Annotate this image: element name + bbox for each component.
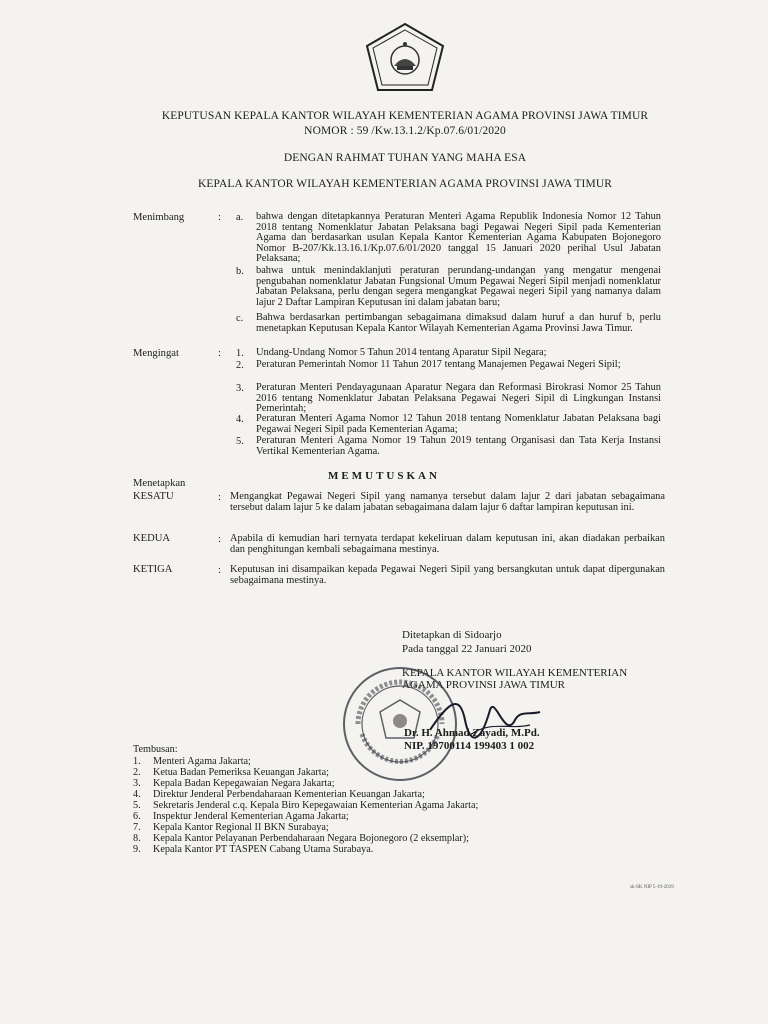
- list-item: bahwa dengan ditetapkannya Peraturan Menteri Agama Republik Indonesia Nomor 12 Tahun 2018 tentang Nomenklatur Jabatan Pelaksana bagi Pegawai Negeri Sipil pada Kementerian Agama dan berdasarkan usulan Kepala Kantor Kementerian Agama Kabupaten Bojonegoro Nomor B-207/Kk.13.16.1/Kp.07.6/01/2020 tanggal 15 Januari 2020 perihal Usul Jabatan Pelaksana;: [256, 211, 661, 265]
- list-item: Bahwa berdasarkan pertimbangan sebagaimana dimaksud dalam huruf a dan huruf b, perlu menetapkan Keputusan Kepala Kantor Wilayah Kementerian Agama Provinsi Jawa Timur.: [256, 312, 661, 334]
- list-marker: b.: [236, 266, 244, 277]
- list-item: Peraturan Menteri Pendayagunaan Aparatur Negara dan Reformasi Birokrasi Nomor 25 Tahun 2016 tentang Nomenklatur Jabatan Pelaksana Pegawai Negeri Sipil di Lingkungan Instansi Pemerintah;: [256, 382, 661, 415]
- list-item: 6. Inspektur Jenderal Kementerian Agama Jakarta;: [133, 811, 349, 822]
- list-marker: 4.: [236, 414, 244, 425]
- issuer-line: KEPALA KANTOR WILAYAH KEMENTERIAN AGAMA PROVINSI JAWA TIMUR: [197, 178, 612, 190]
- signature-date: Pada tanggal 22 Januari 2020: [402, 643, 532, 655]
- ketiga-label: KETIGA: [133, 564, 173, 575]
- kedua-label: KEDUA: [133, 533, 171, 544]
- list-item: 8. Kepala Kantor Pelayanan Perbendaharaan Negara Bojonegoro (2 eksemplar);: [133, 833, 469, 844]
- menetapkan-label: Menetapkan: [133, 478, 186, 489]
- list-item: 3. Kepala Badan Kepegawaian Negara Jakarta;: [133, 778, 335, 789]
- list-item: 7. Kepala Kantor Regional II BKN Surabaya;: [133, 822, 329, 833]
- list-item: 9. Kepala Kantor PT TASPEN Cabang Utama Surabaya.: [133, 844, 374, 855]
- list-item: 2. Ketua Badan Pemeriksa Keuangan Jakarta;: [133, 767, 329, 778]
- kedua-text: Apabila di kemudian hari ternyata terdapat kekeliruan dalam keputusan ini, akan diadakan perbaikan dan penghitungan kembali sebagaimana mestinya.: [230, 533, 665, 555]
- list-marker: c.: [236, 313, 244, 324]
- list-marker: 5.: [236, 436, 244, 447]
- list-item: Peraturan Menteri Agama Nomor 19 Tahun 2019 tentang Organisasi dan Tata Kerja Instansi Vertikal Kementerian Agama.: [256, 435, 661, 457]
- invocation: DENGAN RAHMAT TUHAN YANG MAHA ESA: [283, 152, 527, 164]
- mengingat-label: Mengingat: [133, 348, 179, 359]
- menimbang-label: Menimbang: [133, 212, 185, 223]
- signatory-nip: NIP. 19700114 199403 1 002: [404, 740, 535, 752]
- kesatu-label: KESATU: [133, 491, 174, 502]
- list-item: Peraturan Menteri Agama Nomor 12 Tahun 2018 tentang Nomenklatur Jabatan Pelaksana bagi Pegawai Negeri Sipil pada Kementerian Agama;: [256, 413, 661, 435]
- list-item: bahwa untuk menindaklanjuti peraturan perundang-undangan yang mengatur mengenai pengubahan nomenklatur Jabatan Fungsional Umum Pegawai Negeri Sipil menjadi nomenklatur Jabatan Pelaksana, perlu dengan segera mengangkat Pegawai negeri Sipil yang namanya dalam lajur 2 Daftar Lampiran Keputusan ini dalam jabatan baru;: [256, 265, 661, 308]
- colon: :: [218, 534, 221, 545]
- ketiga-text: Keputusan ini disampaikan kepada Pegawai Negeri Sipil yang bersangkutan untuk dapat dipergunakan sebagaimana mestinya.: [230, 564, 665, 586]
- list-marker: a.: [236, 212, 244, 223]
- list-item: 1. Menteri Agama Jakarta;: [133, 756, 251, 767]
- list-marker: 1.: [236, 348, 244, 359]
- list-item: Peraturan Pemerintah Nomor 11 Tahun 2017 tentang Manajemen Pegawai Negeri Sipil;: [256, 359, 621, 370]
- decree-number: NOMOR : 59 /Kw.13.1.2/Kp.07.6/01/2020: [304, 125, 506, 137]
- colon: :: [218, 492, 221, 503]
- kesatu-text: Mengangkat Pegawai Negeri Sipil yang namanya tersebut dalam lajur 2 dari jabatan sebagaimana tersebut dalam lajur 5 ke dalam jabatan sebagaimana dalam lajur 6 daftar lampiran keputusan ini.: [230, 491, 665, 513]
- decree-title: KEPUTUSAN KEPALA KANTOR WILAYAH KEMENTERIAN AGAMA PROVINSI JAWA TIMUR: [161, 110, 649, 122]
- colon: :: [218, 565, 221, 576]
- list-item: 4. Direktur Jenderal Perbendaharaan Kementerian Keuangan Jakarta;: [133, 789, 425, 800]
- signature-place: Ditetapkan di Sidoarjo: [402, 629, 502, 641]
- list-item: 5. Sekretaris Jenderal c.q. Kepala Biro Kepegawaian Kementerian Agama Jakarta;: [133, 800, 479, 811]
- footer-code: sk-SK NIP 5-19-2019: [630, 885, 674, 890]
- signatory-name: Dr. H. Ahmad Zayadi, M.Pd.: [404, 727, 540, 739]
- list-marker: 3.: [236, 383, 244, 394]
- list-item: Undang-Undang Nomor 5 Tahun 2014 tentang Aparatur Sipil Negara;: [256, 347, 547, 358]
- colon: :: [218, 348, 221, 359]
- ministry-emblem-icon: [364, 22, 446, 94]
- list-marker: 2.: [236, 360, 244, 371]
- signature-position: KEPALA KANTOR WILAYAH KEMENTERIAN: [402, 667, 628, 679]
- tembusan-label: Tembusan:: [133, 744, 178, 755]
- colon: :: [218, 212, 221, 223]
- memutuskan-heading: MEMUTUSKAN: [328, 470, 440, 482]
- signature-position-2: AGAMA PROVINSI JAWA TIMUR: [402, 679, 566, 691]
